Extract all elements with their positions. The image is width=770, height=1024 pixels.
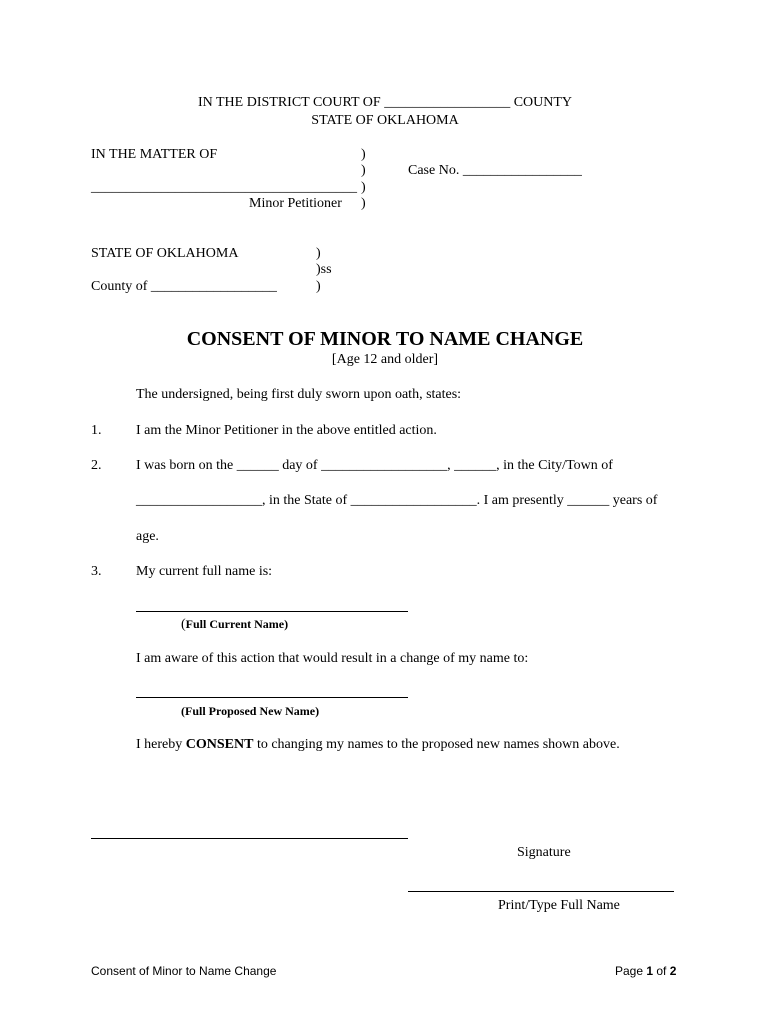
consent-keyword: CONSENT [185, 737, 254, 752]
item-number: 1. [91, 423, 102, 438]
caption-paren-3: ) [361, 180, 366, 195]
state-header: STATE OF OKLAHOMA [311, 113, 459, 128]
minor-petitioner-label: Minor Petitioner [249, 196, 342, 211]
page-word: Page [615, 964, 647, 978]
print-name-label: Print/Type Full Name [498, 898, 620, 913]
of-word: of [653, 964, 670, 978]
caption-paren-2: ) [361, 163, 366, 178]
item-number: 2. [91, 458, 102, 473]
court-header: IN THE DISTRICT COURT OF __________________ COUNTY [197, 95, 573, 110]
venue-state: STATE OF OKLAHOMA [91, 246, 239, 261]
item-number: 3. [91, 564, 102, 579]
consent-after: to changing my names to the proposed new names shown above. [253, 737, 620, 752]
footer-title: Consent of Minor to Name Change [91, 964, 277, 978]
consent-statement [136, 737, 620, 753]
document-title: CONSENT OF MINOR TO NAME CHANGE [186, 328, 584, 350]
aware-text: I am aware of this action that would result in a change of my name to: [136, 651, 529, 666]
page-total: 2 [669, 964, 677, 978]
current-name-label-paren: ( [181, 617, 186, 632]
case-number: Case No. _________________ [408, 163, 582, 178]
oath-intro: The undersigned, being first duly sworn upon oath, states: [136, 387, 462, 402]
venue-paren-top: ) [316, 246, 321, 261]
proposed-name-label: (Full Proposed New Name) [181, 704, 320, 718]
venue-paren-bottom: ) [316, 279, 321, 294]
caption-paren-4: ) [361, 196, 366, 211]
venue-ss: )ss [316, 262, 332, 277]
current-name-label [181, 616, 288, 633]
petitioner-name-blank: ______________________________________ [91, 180, 357, 195]
venue-county: County of __________________ [91, 279, 277, 294]
page-number: 1 [646, 964, 654, 978]
item-2-line-3: age. [136, 529, 159, 544]
document-subtitle: [Age 12 and older] [331, 352, 439, 367]
page-indicator [615, 963, 676, 979]
caption-paren-1: ) [361, 147, 366, 162]
matter-label: IN THE MATTER OF [91, 147, 218, 162]
item-1-text: I am the Minor Petitioner in the above entitled action. [136, 423, 437, 438]
current-name-line [136, 611, 408, 612]
print-name-line [408, 891, 674, 892]
item-2-line-1: I was born on the ______ day of __________________, ______, in the City/Town of [136, 458, 613, 473]
item-2-line-2: __________________, in the State of __________________. I am presently ______ years of [136, 493, 658, 508]
consent-before: I hereby [136, 737, 186, 752]
item-3-text: My current full name is: [136, 564, 273, 579]
current-name-label-text: Full Current Name) [185, 617, 289, 631]
proposed-name-line [136, 697, 408, 698]
signature-label: Signature [517, 845, 571, 860]
signature-line [91, 838, 408, 839]
